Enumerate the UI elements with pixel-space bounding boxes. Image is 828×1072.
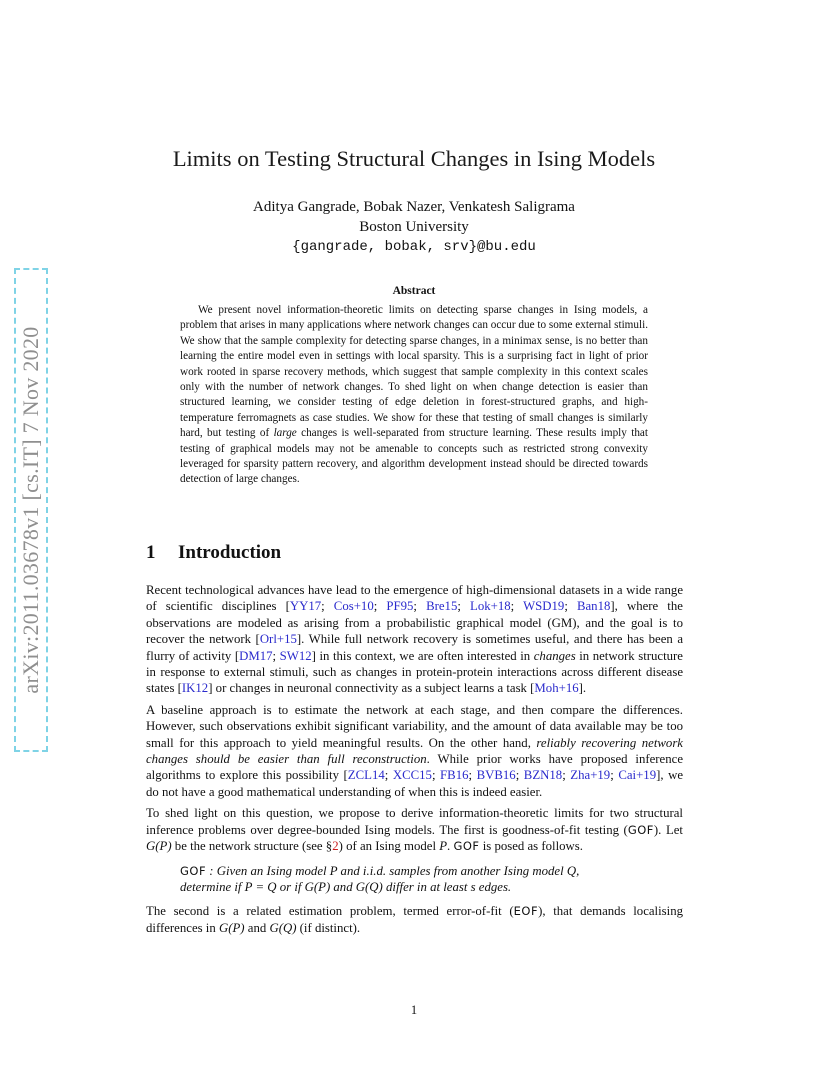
arxiv-stamp: arXiv:2011.03678v1 [cs.IT] 7 Nov 2020 [18, 326, 43, 694]
section-ref-link[interactable]: 2 [332, 839, 339, 854]
citation-link[interactable]: FB16 [440, 768, 469, 783]
abstract-heading: Abstract [392, 285, 436, 297]
affiliation: Boston University [359, 219, 469, 235]
citation-link[interactable]: ZCL14 [347, 768, 385, 783]
arxiv-stamp-box [14, 268, 48, 752]
citation-link[interactable]: WSD19 [523, 599, 565, 614]
citation-link[interactable]: YY17 [289, 599, 322, 614]
citation-link[interactable]: Lok+18 [470, 599, 511, 614]
citation-link[interactable]: BZN18 [523, 768, 563, 783]
authors: Aditya Gangrade, Bobak Nazer, Venkatesh Saligrama [253, 199, 575, 215]
citation-link[interactable]: BVB16 [476, 768, 516, 783]
author-block [0, 197, 828, 257]
citation-link[interactable]: Cos+10 [333, 599, 374, 614]
paragraph: A baseline approach is to estimate the network at each stage, and then compare the differences. However, such observations exhibit significant variability, and the amount of data available may be too small for this approach to yield meaningful results. On the other hand, reliably recovering network changes should be easier than full reconstruction. While prior works have proposed inference algorithms to explore this possibility [ZCL14; XCC15; FB16; BVB16; BZN18; Zha+19; Cai+19], we do not have a good mathematical understanding of when this is indeed easier. [146, 702, 684, 799]
citation-link[interactable]: Ban18 [576, 599, 611, 614]
citation-link[interactable]: Orl+15 [259, 632, 297, 647]
citation-link[interactable]: SW12 [279, 648, 312, 663]
citation-link[interactable]: Cai+19 [618, 768, 657, 783]
body-text [146, 582, 683, 941]
paragraph: The second is a related estimation problem, termed error-of-fit (EOF), that demands localising differences in G(P) and G(Q) (if distinct). [146, 904, 683, 935]
problem-statement: GOF : Given an Ising model P and i.i.d. samples from another Ising model Q, determine if P = Q or if G(P) and G(Q) differ in at least s edges. [180, 863, 580, 894]
citation-link[interactable]: Zha+19 [570, 768, 611, 783]
citation-link[interactable]: Moh+16 [534, 681, 579, 696]
citation-link[interactable]: PF95 [386, 599, 414, 614]
section-title: Introduction [178, 542, 282, 563]
citation-link[interactable]: Bre15 [426, 599, 458, 614]
abstract-text: We present novel information-theoretic limits on detecting sparse changes in Ising models, a problem that arises in many applications where network changes can occur due to some external stimuli. We show that the sample complexity for detecting sparse changes, in a minimax sense, is no better than learning the entire model even in settings with local sparsity. This is a surprising fact in light of prior work rooted in sparse recovery methods, which suggest that sample complexity in this context scales only with the number of network changes. To shed light on when change detection is easier than structured learning, we consider testing of edge deletion in forest-structured graphs, and high-temperature ferromagnets as case studies. We show for these that testing of small changes is similarly hard, but testing of large changes is well-separated from structure learning. These results imply that testing of graphical models may not be amenable to concepts such as restricted strong convexity leveraged for sparsity pattern recovery, and algorithm development instead should be directed towards detection of large changes. [180, 304, 649, 486]
citation-link[interactable]: DM17 [239, 648, 273, 663]
paragraph: Recent technological advances have lead to the emergence of high-dimensional datasets in a wide range of scientific disciplines [YY17; Cos+10; PF95; Bre15; Lok+18; WSD19; Ban18], where the observations are modeled as arising from a probabilistic graphical model (GM), and the goal is to recover the network [Orl+15]. While full network recovery is sometimes useful, and there has been a flurry of activity [DM17; SW12] in this context, we are often interested in changes in network structure in response to external stimuli, such as changes in protein-protein interactions across different disease states [IK12] or changes in neuronal connectivity as a subject learns a task [Moh+16]. [146, 583, 683, 696]
citation-link[interactable]: IK12 [181, 681, 209, 696]
paragraph: To shed light on this question, we propose to derive information-theoretic limits for two structural inference problems over degree-bounded Ising models. The first is goodness-of-fit testing (GOF). Let G(P) be the network structure (see §2) of an Ising model P. GOF is posed as follows. [146, 806, 683, 854]
paper-title: Limits on Testing Structural Changes in Ising Models [172, 146, 656, 171]
section-heading [146, 542, 281, 564]
citation-link[interactable]: XCC15 [392, 768, 432, 783]
emails: {gangrade, bobak, srv}@bu.edu [292, 239, 536, 255]
page-number: 1 [410, 1003, 418, 1017]
section-number: 1 [146, 542, 156, 563]
